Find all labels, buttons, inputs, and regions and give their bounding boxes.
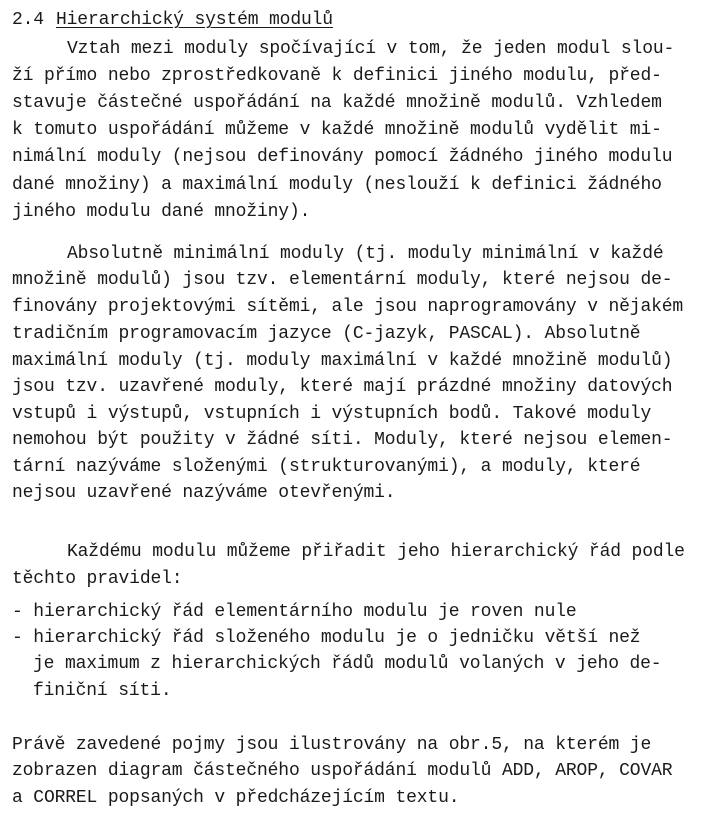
text-line: nejsou uzavřené nazýváme otevřenými. — [12, 483, 396, 503]
text-line: tární nazýváme složenými (strukturovanými), a moduly, které — [12, 457, 641, 477]
list-item-continuation: finiční síti. — [33, 681, 172, 701]
text-line: vstupů i výstupů, vstupních i výstupních bodů. Takové moduly — [12, 404, 652, 424]
text-line: k tomuto uspořádání můžeme v každé množině modulů vydělit mi- — [12, 120, 662, 140]
text-line: nimální moduly (nejsou definovány pomocí žádného jiného modulu — [12, 147, 673, 167]
text-line: Každému modulu můžeme přiřadit jeho hierarchický řád podle — [67, 542, 685, 562]
list-item-continuation: je maximum z hierarchických řádů modulů volaných v jeho de- — [33, 654, 662, 674]
text-line: jiného modulu dané množiny). — [12, 202, 311, 222]
text-line: tradičním programovacím jazyce (C-jazyk, PASCAL). Absolutně — [12, 324, 641, 344]
text-line: Právě zavedené pojmy jsou ilustrovány na obr.5, na kterém je — [12, 735, 652, 755]
text-line: Vztah mezi moduly spočívající v tom, že jeden modul slou- — [67, 39, 675, 59]
text-line: Absolutně minimální moduly (tj. moduly minimální v každé — [67, 244, 664, 264]
text-line: dané množiny) a maximální moduly (neslouží k definici žádného — [12, 175, 662, 195]
text-line: těchto pravidel: — [12, 569, 183, 589]
text-line: ží přímo nebo zprostředkovaně k definici jiného modulu, před- — [12, 66, 662, 86]
text-line: zobrazen diagram částečného uspořádání modulů ADD, AROP, COVAR — [12, 761, 673, 781]
section-title: Hierarchický systém modulů — [56, 10, 333, 30]
text-line: finovány projektovými sítěmi, ale jsou naprogramovány v nějakém — [12, 297, 684, 317]
text-line: jsou tzv. uzavřené moduly, které mají prázdné množiny datových — [12, 377, 673, 397]
text-line: nemohou být použity v žádné síti. Moduly, které nejsou elemen- — [12, 430, 673, 450]
text-line: stavuje částečné uspořádání na každé množině modulů. Vzhledem — [12, 93, 662, 113]
text-line: a CORREL popsaných v předcházejícím textu. — [12, 788, 460, 808]
list-item: - hierarchický řád elementárního modulu je roven nule — [12, 602, 577, 622]
list-item: - hierarchický řád složeného modulu je o jedničku větší než — [12, 628, 641, 648]
text-line: množině modulů) jsou tzv. elementární moduly, které nejsou de- — [12, 270, 673, 290]
section-number: 2.4 — [12, 10, 44, 30]
text-line: maximální moduly (tj. moduly maximální v každé množině modulů) — [12, 351, 673, 371]
